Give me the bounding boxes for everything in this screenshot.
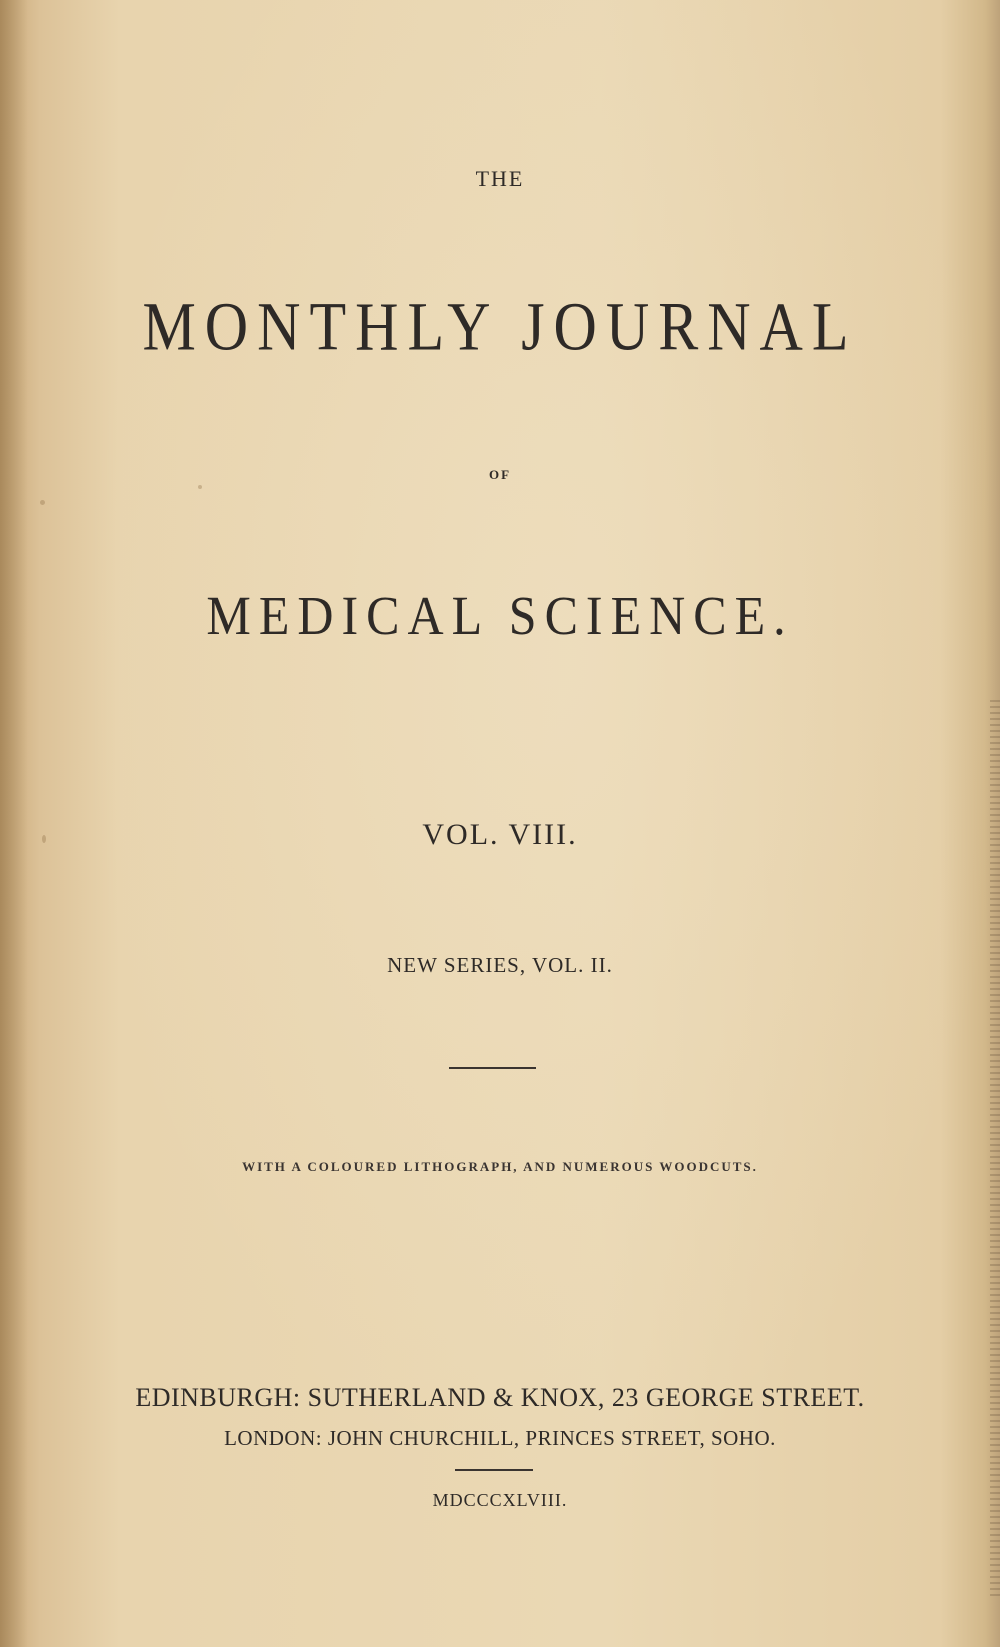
publisher-london: LONDON: JOHN CHURCHILL, PRINCES STREET, SOHO. (224, 1426, 776, 1450)
series-number: NEW SERIES, VOL. II. (387, 953, 613, 977)
divider-rule (455, 1469, 533, 1471)
preposition: OF (488, 467, 512, 482)
publication-year: MDCCCXLVIII. (432, 1490, 568, 1510)
illustration-note: WITH A COLOURED LITHOGRAPH, AND NUMEROUS WOODCUTS. (242, 1159, 758, 1174)
foxing-spot (40, 500, 45, 505)
divider-rule (449, 1067, 536, 1069)
journal-title-line-2: MEDICAL SCIENCE. (206, 584, 794, 647)
volume-number: VOL. VIII. (422, 818, 578, 851)
article-word: THE (475, 166, 525, 191)
publisher-edinburgh: EDINBURGH: SUTHERLAND & KNOX, 23 GEORGE STREET. (135, 1383, 865, 1412)
foxing-spot (198, 485, 202, 489)
journal-title-line-1: MONTHLY JOURNAL (142, 288, 858, 365)
